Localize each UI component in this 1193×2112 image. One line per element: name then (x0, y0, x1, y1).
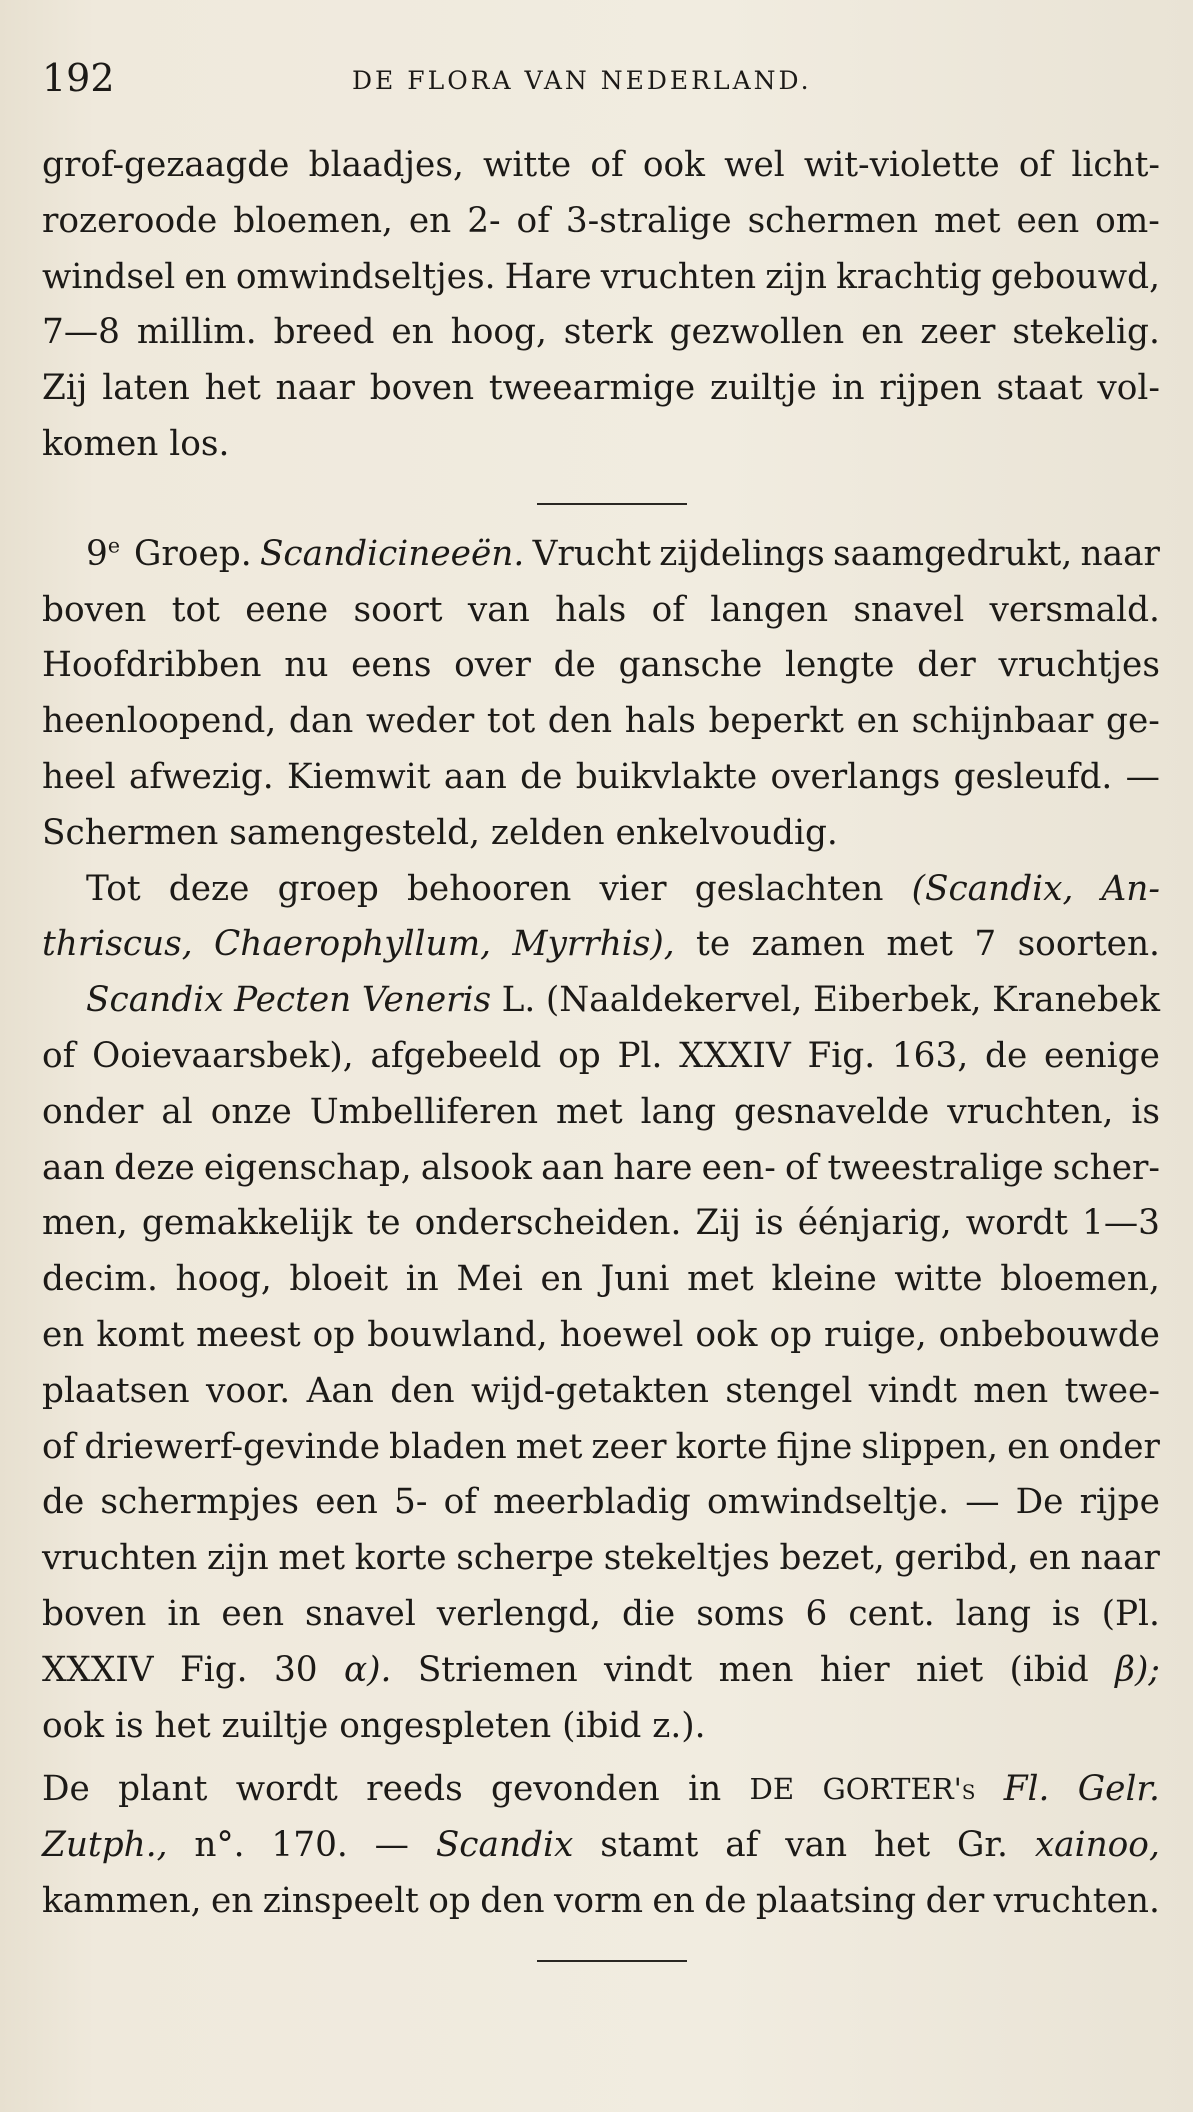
text-line: windsel en omwindseltjes. Hare vruchten zijn krachtig gebouwd, (42, 256, 1160, 297)
text-line: Scandix Pecten Veneris L. (Naaldekervel, Eiberbek, Kranebek (86, 980, 1160, 1021)
text-line: Zij laten het naar boven tweearmige zuiltje in rijpen staat vol- (42, 368, 1160, 409)
text-line: boven tot eene soort van hals of langen snavel versmald. (42, 589, 1160, 630)
text-line: of Ooievaarsbek), afgebeeld op Pl. XXXIV Fig. 163, de eenige (42, 1035, 1160, 1076)
page-header (42, 48, 1162, 108)
paragraph-etymology (42, 1762, 1160, 1929)
page-number: 192 (42, 56, 115, 100)
paragraph-genera (42, 862, 1160, 974)
running-title: DE FLORA VAN NEDERLAND. (352, 66, 812, 95)
paragraph-gap (42, 1754, 1160, 1762)
text-line: aan deze eigenschap, alsook aan hare een- of tweestralige scher- (42, 1147, 1160, 1188)
paragraph-scandix (42, 973, 1160, 1754)
section-divider (42, 473, 1160, 527)
group-heading-line (42, 527, 1160, 583)
text-line: komen los. (42, 423, 230, 464)
text-line: heel afwezig. Kiemwit aan de buikvlakte overlangs gesleufd. — (42, 756, 1160, 797)
text-line: rozeroode bloemen, en 2- of 3-stralige schermen met een om- (42, 200, 1160, 241)
text-line: Schermen samengesteld, zelden enkelvoudig. (42, 812, 838, 853)
text-line: men, gemakkelijk te onderscheiden. Zij is éénjarig, wordt 1—3 (42, 1203, 1160, 1244)
text-line: 7—8 millim. breed en hoog, sterk gezwollen en zeer stekelig. (42, 312, 1160, 353)
group-number: 9e (86, 533, 121, 574)
page-body (42, 138, 1160, 1984)
text-line: thriscus, Chaerophyllum, Myrrhis), te zamen met 7 soorten. (42, 924, 1160, 965)
text-line: XXXIV Fig. 30 α). Striemen vindt men hier niet (ibid β); (42, 1649, 1160, 1690)
text-line: Zutph., n°. 170. — Scandix stamt af van het Gr. xainoo, (42, 1825, 1160, 1866)
text-line: Hoofdribben nu eens over de gansche lengte der vruchtjes (42, 645, 1160, 686)
text-line: onder al onze Umbelliferen met lang gesnavelde vruchten, is (42, 1091, 1160, 1132)
text-line: de schermpjes een 5- of meerbladig omwindseltje. — De rijpe (42, 1482, 1160, 1523)
text-line: Groep. Scandicineeën. Vrucht zijdelings saamgedrukt, naar (134, 533, 1160, 574)
text-line: decim. hoog, bloeit in Mei en Juni met kleine witte bloemen, (42, 1259, 1160, 1300)
paragraph-group-description (42, 527, 1160, 862)
text-line: boven in een snavel verlengd, die soms 6 cent. lang is (Pl. (42, 1593, 1160, 1634)
text-line: grof-gezaagde blaadjes, witte of ook wel wit-violette of licht- (42, 145, 1160, 185)
text-line: ook is het zuiltje ongespleten (ibid z.). (42, 1705, 706, 1746)
text-line: kammen, en zinspeelt op den vorm en de plaatsing der vruchten. (42, 1880, 1160, 1921)
paragraph-continuation (42, 138, 1160, 473)
closing-divider (42, 1930, 1160, 1984)
text-line: of driewerf-gevinde bladen met zeer korte fijne slippen, en onder (42, 1426, 1160, 1467)
text-line: De plant wordt reeds gevonden in DE GORTER's Fl. Gelr. (42, 1769, 1160, 1810)
text-line: plaatsen voor. Aan den wijd-getakten stengel vindt men twee- (42, 1370, 1160, 1411)
text-line: heenloopend, dan weder tot den hals beperkt en schijnbaar ge- (42, 701, 1160, 742)
text-line: en komt meest op bouwland, hoewel ook op ruige, onbebouwde (42, 1314, 1160, 1355)
text-line: Tot deze groep behooren vier geslachten (Scandix, An- (86, 868, 1160, 909)
text-line: vruchten zijn met korte scherpe stekeltjes bezet, geribd, en naar (42, 1538, 1160, 1579)
